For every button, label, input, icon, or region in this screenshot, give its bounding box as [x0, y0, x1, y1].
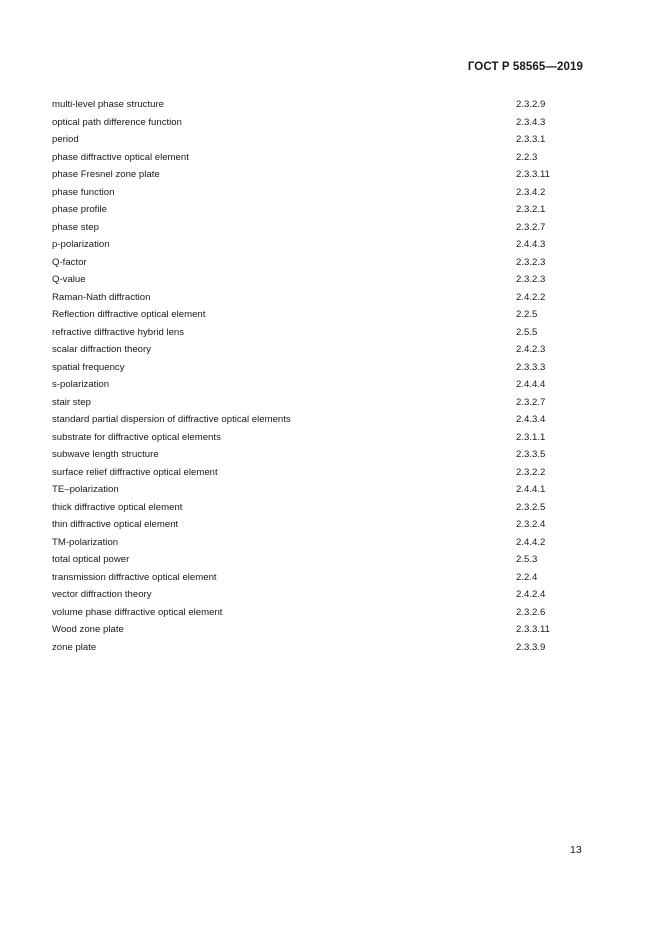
index-reference: 2.4.2.2 [516, 291, 546, 303]
index-entry [52, 499, 572, 517]
index-term: TM-polarization [52, 536, 119, 548]
index-entry [52, 149, 572, 167]
index-entry [52, 324, 572, 342]
standard-number: ГОСТ Р 58565—2019 [467, 61, 583, 73]
index-entry [52, 411, 572, 429]
index-entry [52, 219, 572, 237]
index-reference: 2.4.3.4 [516, 414, 546, 425]
index-entry [52, 481, 572, 499]
index-entry [52, 569, 572, 587]
index-entry [52, 551, 572, 569]
index-reference: 2.4.4.3 [516, 239, 546, 250]
index-reference: 2.3.2.9 [516, 99, 546, 110]
document-header [468, 61, 583, 73]
index-term: s-polarization [52, 379, 110, 390]
index-term: TE–polarization [52, 484, 119, 495]
index-entry [52, 131, 572, 149]
index-term: scalar diffraction theory [52, 344, 152, 355]
term-index-list [52, 96, 572, 656]
index-term: period [52, 134, 79, 145]
index-entry [52, 236, 572, 254]
index-entry [52, 464, 572, 482]
index-entry [52, 446, 572, 464]
index-term: Raman-Nath diffraction [52, 291, 151, 303]
index-reference: 2.3.2.7 [516, 396, 546, 408]
index-reference: 2.3.3.3 [516, 361, 546, 373]
index-term: Reflection diffractive optical element [52, 309, 206, 320]
index-term: refractive diffractive hybrid lens [52, 326, 185, 338]
index-reference: 2.3.4.3 [516, 116, 546, 128]
index-term: phase step [52, 221, 99, 233]
index-entry [52, 114, 572, 132]
index-reference: 2.4.2.4 [516, 589, 546, 600]
index-entry [52, 184, 572, 202]
index-entry [52, 586, 572, 604]
index-term: Q-factor [52, 256, 87, 268]
index-entry [52, 376, 572, 394]
index-reference: 2.2.3 [516, 151, 538, 163]
index-entry [52, 429, 572, 447]
index-reference: 2.3.1.1 [516, 431, 546, 443]
index-reference: 2.3.2.4 [516, 519, 546, 530]
index-reference: 2.3.3.1 [516, 134, 546, 145]
index-reference: 2.2.4 [516, 571, 538, 583]
index-term: volume phase diffractive optical element [52, 606, 223, 618]
index-entry [52, 289, 572, 307]
index-reference: 2.4.2.3 [516, 344, 546, 355]
page-number: 13 [570, 844, 582, 856]
index-reference: 2.4.4.2 [516, 536, 546, 548]
index-term: phase Fresnel zone plate [52, 169, 160, 180]
index-term: standard partial dispersion of diffractive optical elements [52, 414, 291, 425]
index-entry [52, 604, 572, 622]
index-term: phase profile [52, 204, 107, 215]
index-reference: 2.3.2.2 [516, 466, 546, 478]
index-reference: 2.4.4.1 [516, 484, 546, 495]
index-reference: 2.3.3.9 [516, 641, 546, 653]
index-reference: 2.3.2.1 [516, 204, 546, 215]
index-reference: 2.3.2.6 [516, 606, 546, 618]
index-reference: 2.3.2.3 [516, 274, 546, 285]
index-entry [52, 271, 572, 289]
index-term: surface relief diffractive optical element [52, 466, 218, 478]
index-entry [52, 341, 572, 359]
index-entry [52, 534, 572, 552]
index-term: total optical power [52, 554, 130, 565]
index-reference: 2.3.4.2 [516, 186, 546, 198]
index-term: phase function [52, 186, 115, 198]
index-reference: 2.3.3.11 [516, 169, 550, 180]
index-reference: 2.3.3.5 [516, 449, 546, 460]
index-entry [52, 201, 572, 219]
index-entry [52, 639, 572, 657]
index-entry [52, 621, 572, 639]
index-reference: 2.5.5 [516, 326, 538, 338]
index-term: transmission diffractive optical element [52, 571, 217, 583]
index-reference: 2.3.3.11 [516, 624, 550, 635]
index-term: p-polarization [52, 239, 110, 250]
index-term: vector diffraction theory [52, 589, 152, 600]
index-term: substrate for diffractive optical elements [52, 431, 221, 443]
index-reference: 2.5.3 [516, 554, 538, 565]
index-entry [52, 166, 572, 184]
index-term: Wood zone plate [52, 624, 124, 635]
index-term: zone plate [52, 641, 97, 653]
index-reference: 2.2.5 [516, 309, 538, 320]
index-reference: 2.3.2.3 [516, 256, 546, 268]
index-term: spatial frequency [52, 361, 125, 373]
index-entry [52, 516, 572, 534]
index-reference: 2.3.2.5 [516, 501, 546, 513]
index-term: optical path difference function [52, 116, 182, 128]
index-term: multi-level phase structure [52, 99, 164, 110]
index-reference: 2.3.2.7 [516, 221, 546, 233]
index-entry [52, 306, 572, 324]
index-term: thick diffractive optical element [52, 501, 183, 513]
index-entry [52, 96, 572, 114]
index-reference: 2.4.4.4 [516, 379, 546, 390]
index-term: thin diffractive optical element [52, 519, 179, 530]
index-term: stair step [52, 396, 91, 408]
index-entry [52, 254, 572, 272]
index-entry [52, 394, 572, 412]
index-entry [52, 359, 572, 377]
index-term: subwave length structure [52, 449, 159, 460]
index-term: Q-value [52, 274, 86, 285]
index-term: phase diffractive optical element [52, 151, 189, 163]
